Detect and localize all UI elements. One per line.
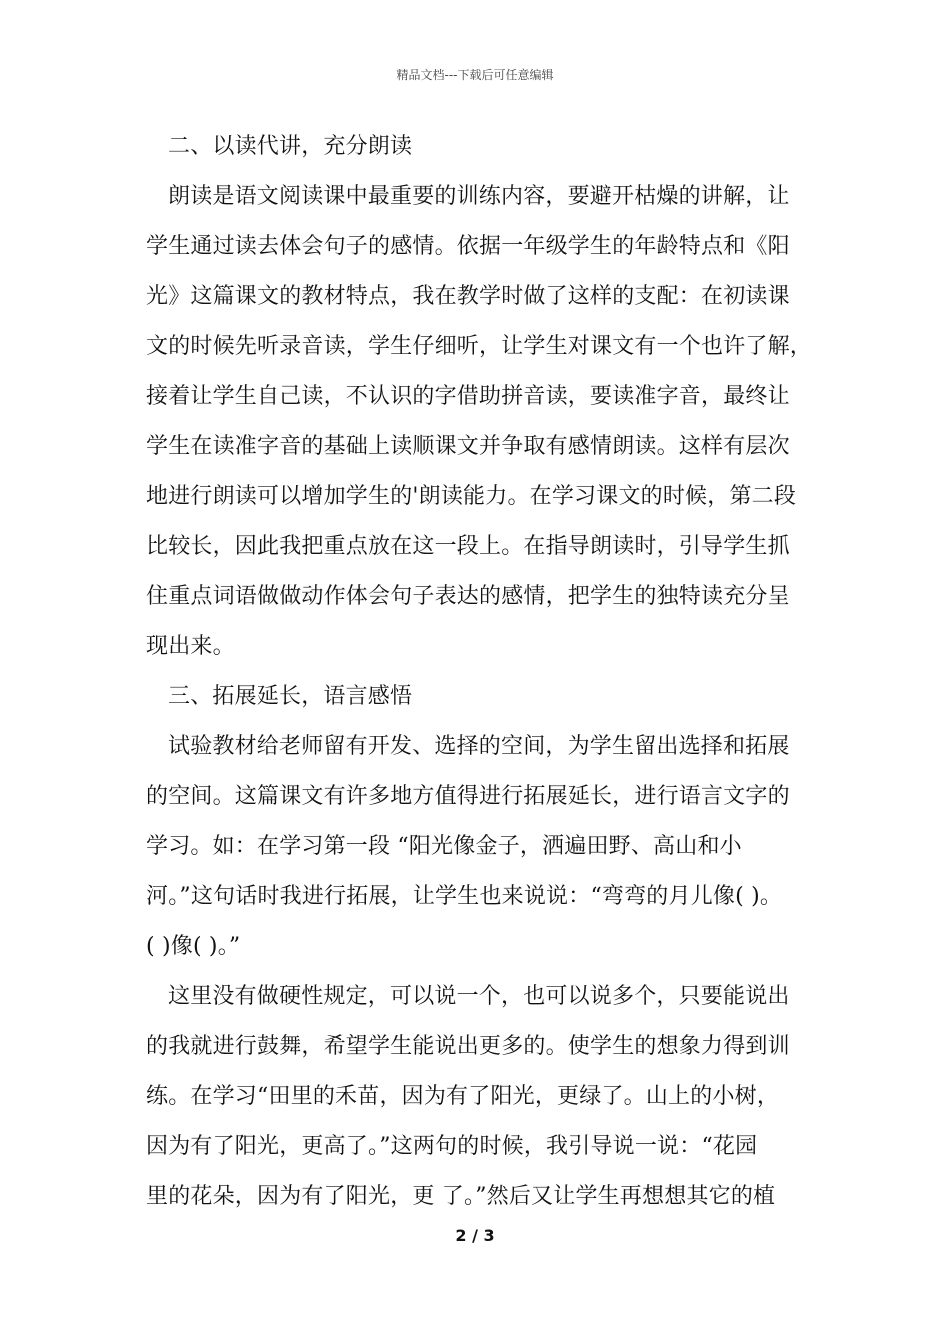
paragraph-line: 这里没有做硬性规定，可以说一个，也可以说多个，只要能说出 xyxy=(168,984,790,1009)
paragraph-line: ( )像( )。” xyxy=(146,934,241,959)
paragraph-line: 比较长，因此我把重点放在这一段上。在指导朗读时，引导学生抓 xyxy=(146,534,790,559)
paragraph-line: 光》这篇课文的教材特点，我在教学时做了这样的支配：在初读课 xyxy=(146,284,790,309)
paragraph-line: 试验教材给老师留有开发、选择的空间，为学生留出选择和拓展 xyxy=(168,734,790,759)
paragraph-line: 文的时候先听录音读，学生仔细听，让学生对课文有一个也许了解， xyxy=(146,334,813,359)
paragraph-line: 学生通过读去体会句子的感情。依据一年级学生的年龄特点和《阳 xyxy=(146,234,790,259)
paragraph-line: 学生在读准字音的基础上读顺课文并争取有感情朗读。这样有层次 xyxy=(146,434,790,459)
page-header: 精品文档---下载后可任意编辑 xyxy=(396,68,554,82)
section-heading: 二、以读代讲，充分朗读 xyxy=(168,134,413,159)
paragraph-line: 朗读是语文阅读课中最重要的训练内容，要避开枯燥的讲解，让 xyxy=(168,184,790,209)
paragraph-line: 接着让学生自己读，不认识的字借助拼音读，要读准字音，最终让 xyxy=(146,384,790,409)
page-number: 2 / 3 xyxy=(455,1226,495,1245)
document-body xyxy=(146,122,816,1222)
paragraph-line: 因为有了阳光，更高了。”这两句的时候，我引导说一说：“花园 xyxy=(146,1134,758,1159)
paragraph-line: 河。”这句话时我进行拓展，让学生也来说说：“弯弯的月儿像( )。 xyxy=(146,884,783,909)
paragraph-line: 练。在学习“田里的禾苗，因为有了阳光，更绿了。山上的小树， xyxy=(146,1084,780,1109)
paragraph-line: 的我就进行鼓舞，希望学生能说出更多的。使学生的想象力得到训 xyxy=(146,1034,790,1059)
paragraph-line: 里的花朵，因为有了阳光，更 了。”然后又让学生再想想其它的植 xyxy=(146,1184,776,1209)
section-heading: 三、拓展延长，语言感悟 xyxy=(168,684,413,709)
paragraph-line: 的空间。这篇课文有许多地方值得进行拓展延长，进行语言文字的 xyxy=(146,784,790,809)
paragraph-line: 住重点词语做做动作体会句子表达的感情，把学生的独特读充分呈 xyxy=(146,584,790,609)
paragraph-line: 学习。如：在学习第一段 “阳光像金子，洒遍田野、高山和小 xyxy=(146,834,742,859)
paragraph-line: 现出来。 xyxy=(146,634,235,659)
paragraph-line: 地进行朗读可以增加学生的'朗读能力。在学习课文的时候，第二段 xyxy=(146,484,797,509)
